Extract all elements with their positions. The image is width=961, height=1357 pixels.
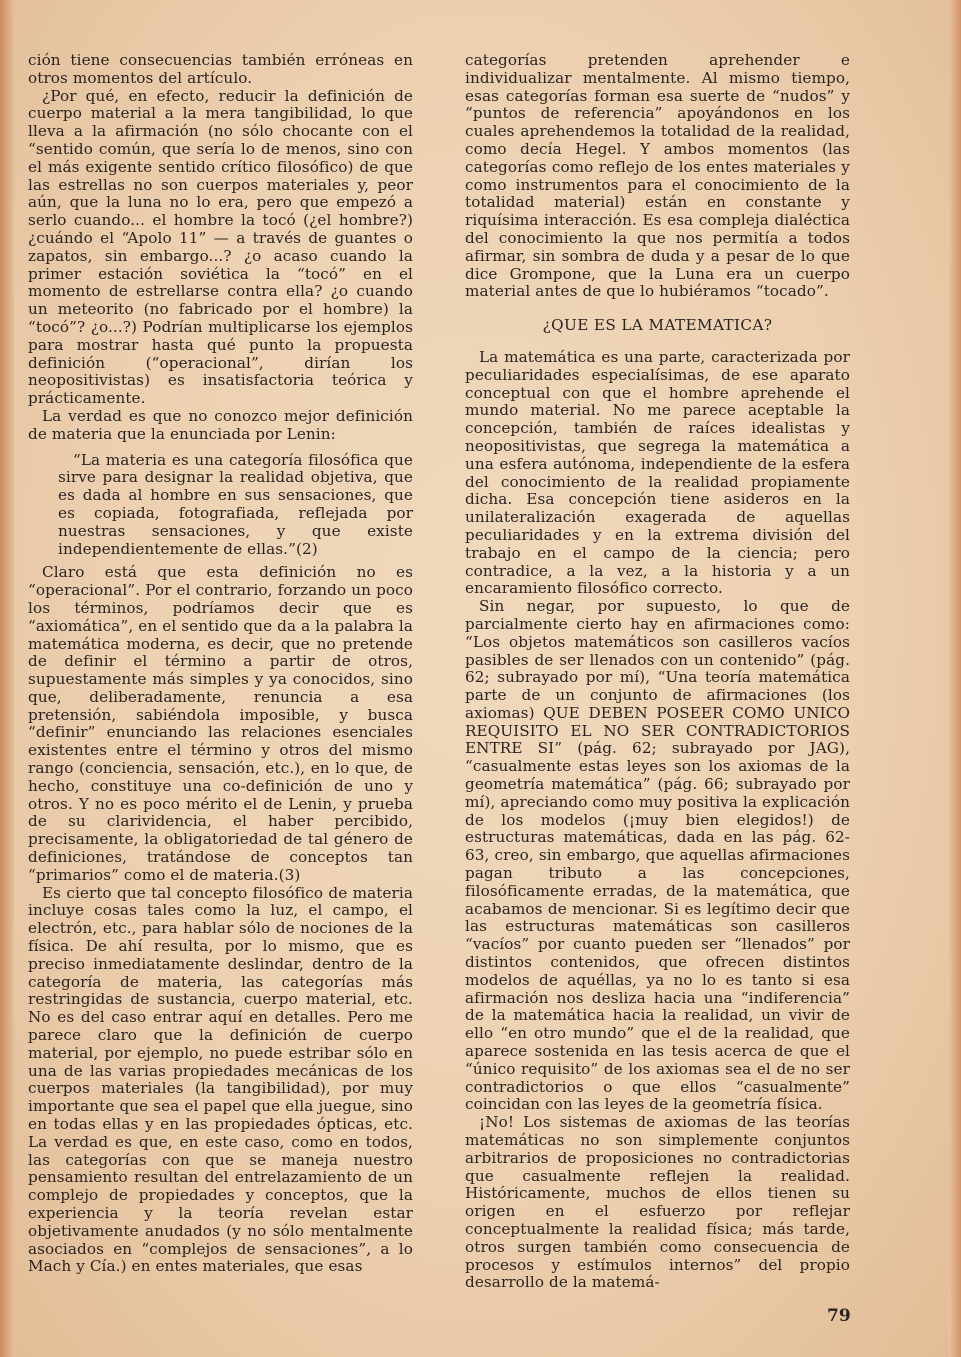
section-heading: ¿QUE ES LA MATEMATICA? — [542, 316, 773, 335]
page-number: 79 — [827, 1306, 851, 1326]
paragraph: La matemática es una parte, caracterizada por peculiaridades especialísimas, de ese aparato conceptual con que el hombre aprehende el mundo material. No me parece aceptable la concepción, también de raíces idealistas y neopositivistas, que segrega la matemática a una esfera autónoma, independiente de la esfera del conocimiento de la realidad propiamente dicha. Esa concepción tiene asideros en la unilateralización exagerada de aquellas peculiaridades y en la extrema división del trabajo en el campo de la ciencia; pero contradice, a la vez, a la historia y a un encaramiento filosófico correcto. — [465, 347, 850, 598]
lenin-quote: “La materia es una categoría filosófica que sirve para designar la realidad objetiva, que es dada al hombre en sus sensaciones, que es copiada, fotografiada, reflejada por nuestras sensaciones, y que existe independientemente de ellas.”(2) — [58, 450, 413, 558]
page-edge-left — [0, 0, 14, 1357]
paragraph: Claro está que esta definición no es “operacional”. Por el contrario, forzando un poco los términos, podríamos decir que es “axiomática”, en el sentido que da a la palabra la matemática moderna, es decir, que no pretende de definir el término a partir de otros, supuestamente más simples y ya conocidos, sino que, deliberadamente, renuncia a esa pretensión, sabiéndola imposible, y busca “definir” enunciando las relaciones esenciales existentes entre el término y otros del mismo rango (conciencia, sensación, etc.), en lo que, de hecho, constituye una co-definición de uno y otros. Y no es poco mérito el de Lenin, y prueba de su clarividencia, el haber percibido, precisamente, la obligatoriedad de tal género de definiciones, tratándose de conceptos tan “primarios” como el de materia.(3) — [28, 563, 413, 884]
left-column — [28, 52, 413, 1276]
paragraph: Es cierto que tal concepto filosófico de materia incluye cosas tales como la luz, el campo, el electrón, etc., para hablar sólo de nociones de la física. De ahí resulta, por lo mismo, que es preciso inmediatamente deslindar, dentro de la categoría de materia, las categorías más restringidas de sustancia, cuerpo material, etc. No es del caso entrar aquí en detalles. Pero me parece claro que la definición de cuerpo material, por ejemplo, no puede estribar sólo en una de las varias propiedades mecánicas de los cuerpos materiales (la tangibilidad), por muy importante que sea el papel que ella juegue, sino en todas ellas y en las propiedades ópticas, etc. La verdad es que, en este caso, como en todos, las categorías con que se maneja nuestro pensamiento resultan del entrelazamiento de un complejo de propiedades y conceptos, que la experiencia y la teoría revelan estar objetivamente anudados (y no sólo mentalmente asociados en “complejos de sensaciones”, a lo Mach y Cía.) en entes materiales, que esas — [28, 883, 413, 1276]
page-edge-right — [949, 0, 961, 1357]
paragraph: La verdad es que no conozco mejor definición de materia que la enunciada por Lenin: — [28, 406, 413, 443]
paragraph: Sin negar, por supuesto, lo que de parcialmente cierto hay en afirmaciones como: “Los objetos matemáticos son casilleros vacíos pasibles de ser llenados con un contenido” (pág. 62; subrayado por mí), “Una teoría matemática parte de un conjunto de afirmaciones (los axiomas) QUE DEBEN POSEER COMO UNICO REQUISITO EL NO SER CONTRADICTORIOS ENTRE SI” (pág. 62; subrayado por JAG), “casualmente estas leyes son los axiomas de la geometría matemática” (pág. 66; subrayado por mí), apreciando como muy positiva la explicación de los modelos (¡muy bien elegidos!) de estructuras matemáticas, dada en las pág. 62-63, creo, sin embargo, que aquellas afirmaciones pagan tributo a las concepciones, filosóficamente erradas, de la matemática, que acabamos de mencionar. Si es legítimo decir que las estructuras matemáticas son casilleros “vacíos” por cuanto pueden ser “llenados” por distintos contenidos, que ofrecen distintos modelos de aquéllas, ya no lo es tanto si esa afirmación nos desliza hacia una “indiferencia” de la matemática hacia la realidad, un vivir de ello “en otro mundo” que el de la realidad, que aparece sostenida en las tesis acerca de que el “único requisito” de los axiomas sea el de no ser contradictorios o que ellos “casualmente” coincidan con las leyes de la geometría física. — [465, 597, 850, 1114]
paragraph: categorías pretenden aprehender e individualizar mentalmente. Al mismo tiempo, esas categorías forman esa suerte de “nudos” y “puntos de referencia” apoyándonos en los cuales aprehendemos la totalidad de la realidad, como decía Hegel. Y ambos momentos (las categorías como reflejo de los entes materiales y como instrumentos para el conocimiento de la totalidad material) están en constante y riquísima interacción. Es esa compleja dialéctica del conocimiento la que nos permitía a todos afirmar, sin sombra de duda y a pesar de lo que dice Grompone, que la Luna era un cuerpo material antes de que lo hubiéramos “tocado”. — [465, 51, 850, 301]
paragraph: ción tiene consecuencias también erróneas en otros momentos del artículo. — [28, 51, 413, 87]
paragraph: ¡No! Los sistemas de axiomas de las teorías matemáticas no son simplemente conjuntos arbitrarios de proposiciones no contradictorias que casualmente reflejen la realidad. Históricamente, muchos de ellos tienen su origen en el esfuerzo por reflejar conceptualmente la realidad física; más tarde, otros surgen también como consecuencia de procesos y estímulos internos” del propio desarrollo de la matemá- — [465, 1113, 850, 1292]
paragraph: ¿Por qué, en efecto, reducir la definición de cuerpo material a la mera tangibilidad, lo que lleva a la afirmación (no sólo chocante con el “sentido común, que sería lo de menos, sino con el más exigente sentido crítico filosófico) de que las estrellas no son cuerpos materiales y, peor aún, que la luna no lo era, pero que empezó a serlo cuando... el hombre la tocó (¿el hombre?) ¿cuándo el “Apolo 11” — a través de guantes o zapatos, sin embargo...? ¿o acaso cuando la primer estación soviética la “tocó” en el momento de estrellarse contra ella? ¿o cuando un meteorito (no fabricado por el hombre) la “tocó”? ¿o...?) Podrían multiplicarse los ejemplos para mostrar hasta qué punto la propuesta definición (“operacional”, dirían los neopositivistas) es insatisfactoria teórica y prácticamente. — [28, 86, 413, 408]
right-column — [465, 52, 850, 1292]
